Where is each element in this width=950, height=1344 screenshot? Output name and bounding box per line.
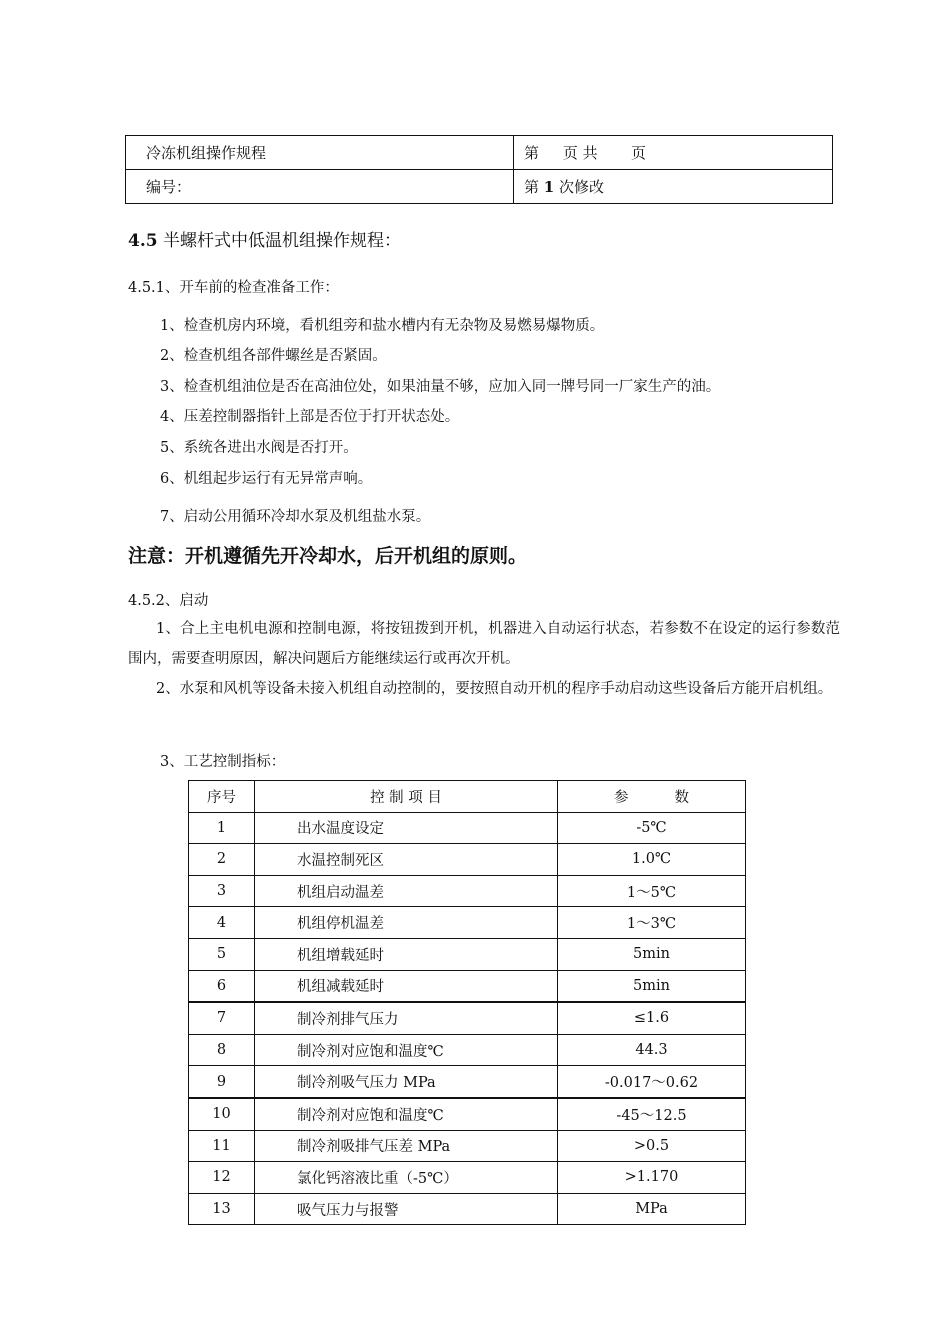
- startup-paragraph-2: 2、水泵和风机等设备未接入机组自动控制的，要按照自动开机的程序手动启动这些设备后方能开启机组。: [156, 681, 833, 697]
- row-item: 氯化钙溶液比重（-5℃）: [255, 1162, 558, 1194]
- document-header-table: [125, 135, 833, 204]
- table-row: [189, 1130, 746, 1162]
- check-item: 4、压差控制器指针上部是否位于打开状态处。: [160, 409, 460, 425]
- row-index: 12: [189, 1162, 255, 1194]
- row-value: >0.5: [558, 1130, 746, 1162]
- row-index: 11: [189, 1130, 255, 1162]
- revision-number: 1: [543, 178, 555, 196]
- row-index: 5: [189, 938, 255, 970]
- table-row: [189, 970, 746, 1002]
- check-item: 1、检查机房内环境，看机组旁和盐水槽内有无杂物及易燃易爆物质。: [160, 318, 605, 334]
- row-item: 制冷剂对应饱和温度℃: [255, 1098, 558, 1130]
- row-value: >1.170: [558, 1162, 746, 1194]
- section-title: 半螺杆式中低温机组操作规程：: [162, 231, 401, 251]
- revision-suffix: 次修改: [554, 178, 604, 196]
- row-value: 1～3℃: [558, 907, 746, 939]
- check-item: 7、启动公用循环冷却水泵及机组盐水泵。: [160, 509, 431, 525]
- revision-cell: [514, 170, 833, 204]
- code-cell: [126, 170, 514, 204]
- document-title-cell: [126, 136, 514, 170]
- check-item: 2、检查机组各部件螺丝是否紧固。: [160, 348, 387, 364]
- subsection-heading-451: 4.5.1、开车前的检查准备工作：: [128, 280, 339, 296]
- row-value: MPa: [558, 1193, 746, 1225]
- column-header-index: 序号: [189, 781, 255, 813]
- row-value: 1.0℃: [558, 844, 746, 876]
- check-item: 3、检查机组油位是否在高油位处，如果油量不够，应加入同一牌号同一厂家生产的油。: [160, 379, 721, 395]
- row-index: 13: [189, 1193, 255, 1225]
- table-row: [189, 844, 746, 876]
- table-row: [189, 1066, 746, 1098]
- startup-paragraph-1: 1、合上主电机电源和控制电源，将按钮拨到开机，机器进入自动运行状态，若参数不在设定的运行参数范围内，需要查明原因，解决问题后方能继续运行或再次开机。: [128, 621, 840, 667]
- row-value: -45～12.5: [558, 1098, 746, 1130]
- row-value: 5min: [558, 938, 746, 970]
- check-item: 6、机组起步运行有无异常声响。: [160, 471, 373, 487]
- row-item: 制冷剂吸排气压差 MPa: [255, 1130, 558, 1162]
- row-value: 5min: [558, 970, 746, 1002]
- row-value: -0.017～0.62: [558, 1066, 746, 1098]
- section-number: 4.5: [128, 231, 158, 251]
- revision-prefix: 第: [524, 178, 544, 196]
- row-item: 吸气压力与报警: [255, 1193, 558, 1225]
- row-item: 机组启动温差: [255, 875, 558, 907]
- row-item: 制冷剂吸气压力 MPa: [255, 1066, 558, 1098]
- row-value: -5℃: [558, 812, 746, 844]
- table-header-row: [189, 781, 746, 813]
- column-header-item: 控 制 项 目: [255, 781, 558, 813]
- table-row: [189, 875, 746, 907]
- table-row: [189, 812, 746, 844]
- section-heading: [128, 226, 401, 251]
- table-row: [189, 907, 746, 939]
- check-item: 5、系统各进出水阀是否打开。: [160, 440, 358, 456]
- row-item: 水温控制死区: [255, 844, 558, 876]
- row-index: 4: [189, 907, 255, 939]
- row-item: 制冷剂排气压力: [255, 1002, 558, 1034]
- row-item: 机组停机温差: [255, 907, 558, 939]
- row-item: 机组减载延时: [255, 970, 558, 1002]
- row-item: 制冷剂对应饱和温度℃: [255, 1034, 558, 1066]
- control-parameter-table: [188, 780, 746, 1225]
- row-index: 1: [189, 812, 255, 844]
- table-row: [189, 1034, 746, 1066]
- table-row: [189, 1162, 746, 1194]
- row-value: 44.3: [558, 1034, 746, 1066]
- row-index: 9: [189, 1066, 255, 1098]
- table-row: [189, 1193, 746, 1225]
- subsection-heading-452: 4.5.2、启动: [128, 593, 209, 609]
- code-label: 编号：: [146, 178, 192, 196]
- row-index: 8: [189, 1034, 255, 1066]
- control-index-heading: 3、工艺控制指标：: [160, 754, 286, 770]
- row-index: 3: [189, 875, 255, 907]
- row-value: ≤1.6: [558, 1002, 746, 1034]
- row-item: 机组增载延时: [255, 938, 558, 970]
- table-row: [189, 1002, 746, 1034]
- row-index: 10: [189, 1098, 255, 1130]
- row-value: 1～5℃: [558, 875, 746, 907]
- row-index: 7: [189, 1002, 255, 1034]
- page-count-label: 第 页 共 页: [524, 144, 646, 162]
- page-count-cell: [514, 136, 833, 170]
- document-title: 冷冻机组操作规程: [146, 144, 267, 162]
- safety-note: 注意：开机遵循先开冷却水，后开机组的原则。: [128, 545, 528, 567]
- row-item: 出水温度设定: [255, 812, 558, 844]
- table-row: [189, 1098, 746, 1130]
- row-index: 6: [189, 970, 255, 1002]
- column-header-value: 参 数: [558, 781, 746, 813]
- table-row: [189, 938, 746, 970]
- row-index: 2: [189, 844, 255, 876]
